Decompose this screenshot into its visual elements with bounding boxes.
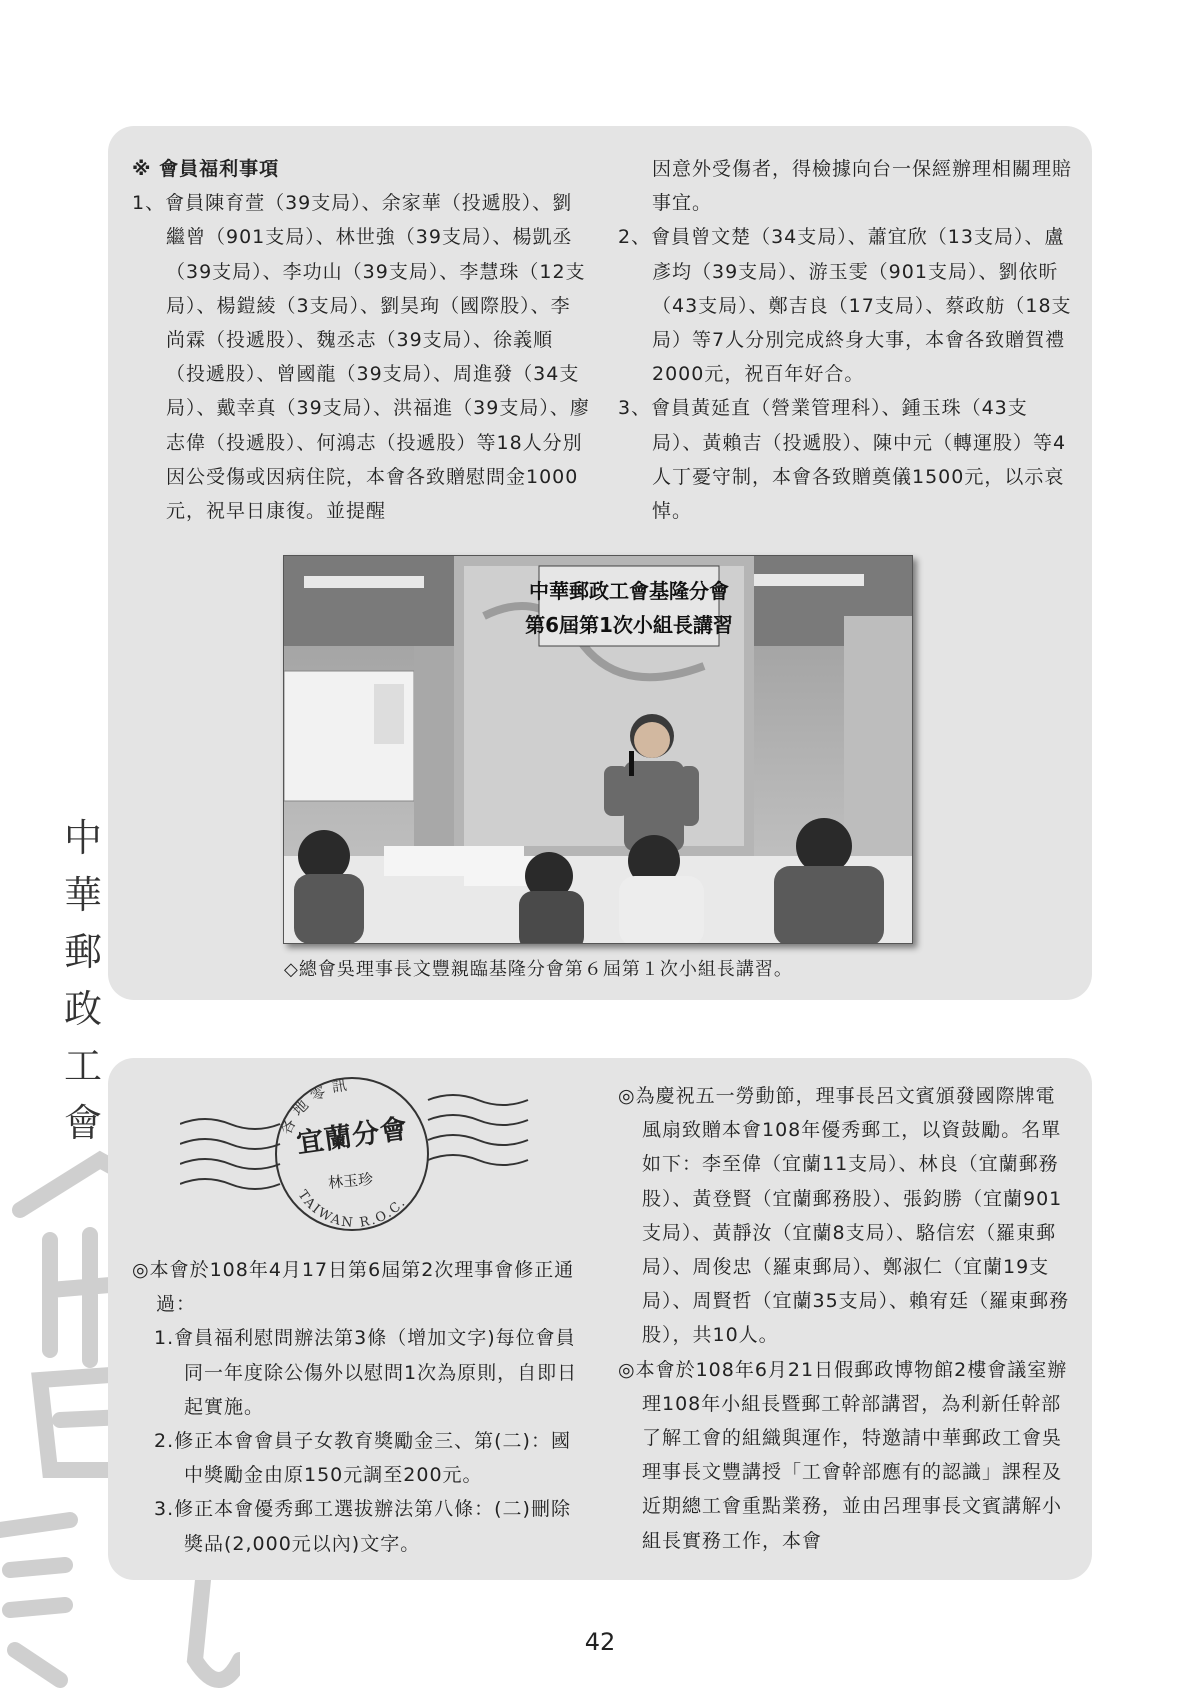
stamp-bottom-text: TAIWAN R.O.C.: [294, 1187, 410, 1232]
vertical-magazine-title: [58, 810, 108, 1152]
photo-caption: ◇總會吳理事長文豐親臨基隆分會第６屆第１次小組長講習。: [284, 959, 793, 980]
title-char: 郵: [63, 930, 102, 974]
yilan-news-1: ◎為慶祝五一勞動節，理事長呂文賓頒發國際牌電風扇致贈本會108年優秀郵工，以資鼓勵。名單如下：李至偉（宜蘭11支局）、林良（宜蘭郵務股）、黃登賢（宜蘭郵務股）、張鈞勝（宜蘭901支局）、黃靜汝（宜蘭8支局）、駱信宏（羅東郵局）、周俊忠（羅東郵局）、鄭淑仁（宜蘭19支局）、周賢哲（宜蘭35支局）、賴宥廷（羅東郵務股），共10人。: [618, 1085, 1070, 1347]
welfare-item-3: 3、會員黃延直（營業管理科）、鍾玉珠（43支局）、黃賴吉（投遞股）、陳中元（轉運股）等4人丁憂守制，本會各致贈奠儀1500元，以示哀悼。: [618, 397, 1067, 523]
welfare-item-1-cont: 因意外受傷者，得檢據向台一保經辦理相關理賠事宜。: [652, 158, 1073, 215]
banner-line2: 第6屆第1次小組長講習: [525, 613, 733, 637]
photo-illustration: [284, 556, 912, 943]
welfare-right-column: [618, 152, 1074, 528]
branch-stamp: [180, 1066, 540, 1246]
title-char: 政: [63, 987, 102, 1031]
yilan-left-column: [132, 1253, 590, 1561]
stamp-top-text: 各地零訊: [276, 1074, 354, 1138]
welfare-item-2: 2、會員曾文楚（34支局）、蕭宜欣（13支局）、盧彥均（39支局）、游玉雯（901支局）、劉依昕（43支局）、鄭吉良（17支局）、蔡政舫（18支局）等7人分別完成終身大事，本會各致贈賀禮2000元，祝百年好合。: [618, 226, 1072, 386]
stamp-branch-title: 宜蘭分會: [294, 1113, 411, 1160]
yilan-right-column: [618, 1079, 1074, 1558]
welfare-heading: ※ 會員福利事項: [132, 158, 280, 180]
title-char: 工: [63, 1044, 102, 1088]
welfare-left-column: [132, 152, 590, 528]
page-number: 42: [584, 1628, 616, 1656]
yilan-news-2: ◎本會於108年6月21日假郵政博物館2樓會議室辦理108年小組長暨郵工幹部講習，為利新任幹部了解工會的組織與運作，特邀請中華郵政工會吳理事長文豐講授「工會幹部應有的認識」課程及近期總工會重點業務，並由呂理事長文賓講解小組長實務工作，本會: [618, 1358, 1068, 1552]
stamp-graphic: [180, 1066, 540, 1246]
yilan-item-1: 1.會員福利慰問辦法第3條（增加文字)每位會員同一年度除公傷外以慰問1次為原則，自即日起實施。: [154, 1327, 578, 1418]
yilan-item-2: 2.修正本會會員子女教育獎勵金三、第(二)：國中獎勵金由原150元調至200元。: [154, 1430, 571, 1487]
stamp-author: 林玉珍: [327, 1170, 374, 1192]
yilan-item-3: 3.修正本會優秀郵工選拔辦法第八條：(二)刪除獎品(2,000元以內)文字。: [154, 1498, 571, 1555]
title-char: 華: [63, 873, 102, 917]
event-photo: [283, 555, 913, 944]
title-char: 中: [63, 816, 102, 860]
banner-line1: 中華郵政工會基隆分會: [529, 579, 729, 603]
title-char: 會: [63, 1101, 102, 1145]
yilan-intro: ◎本會於108年4月17日第6屆第2次理事會修正通過：: [132, 1259, 575, 1316]
welfare-item-1: 1、會員陳育萱（39支局）、余家華（投遞股）、劉繼曾（901支局）、林世強（39支局）、楊凱丞（39支局）、李功山（39支局）、李慧珠（12支局）、楊鎧綾（3支局）、劉昊珣（國際股）、李尚霖（投遞股）、魏丞志（39支局）、徐義順（投遞股）、曾國龍（39支局）、周進發（34支局）、戴幸真（39支局）、洪福進（39支局）、廖志偉（投遞股）、何鴻志（投遞股）等18人分別因公受傷或因病住院，本會各致贈慰問金1000元，祝早日康復。並提醒: [132, 192, 590, 523]
